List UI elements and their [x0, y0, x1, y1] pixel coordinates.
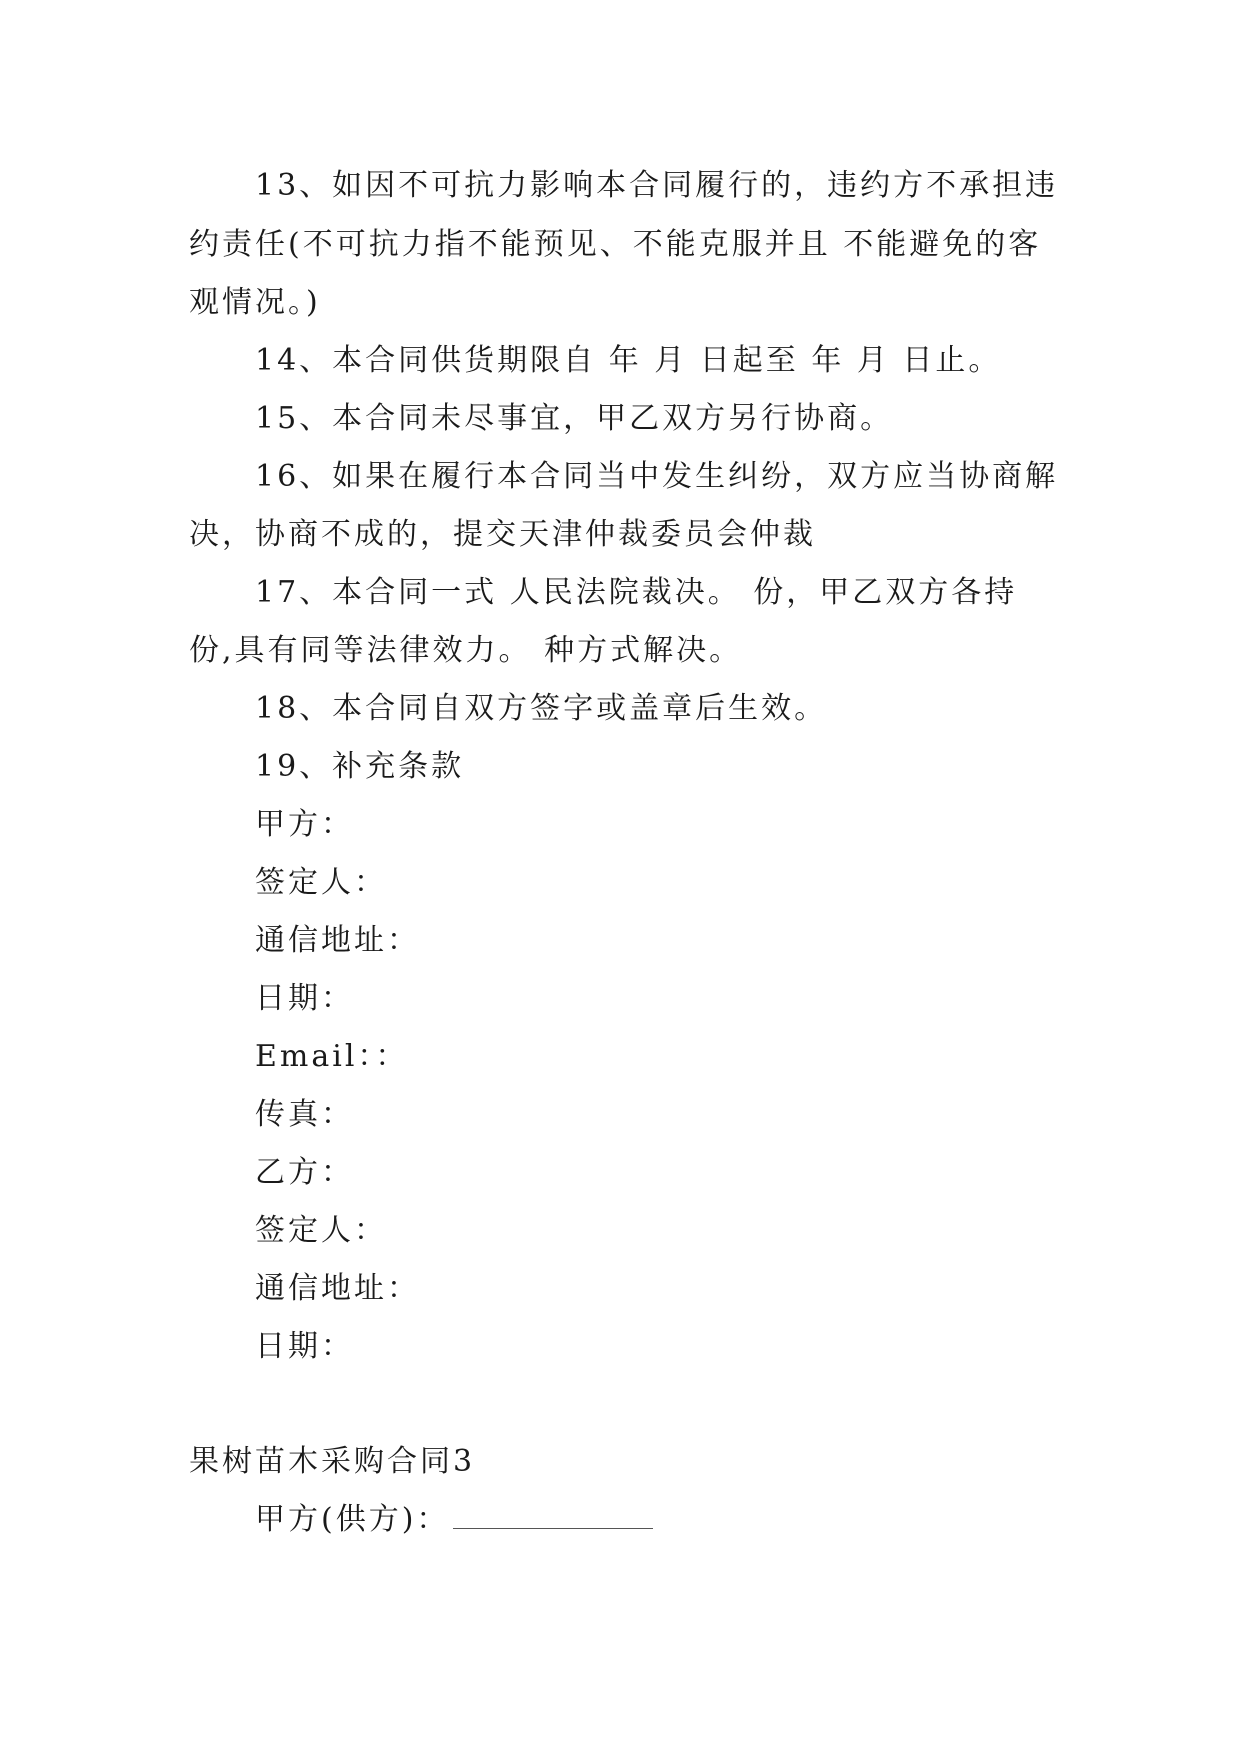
party-b-date-label: 日期：: [255, 1330, 354, 1364]
party-b-label: 乙方：: [255, 1156, 354, 1190]
clause-16-line-1: 16、如果在履行本合同当中发生纠纷，双方应当协商解: [255, 460, 1059, 494]
clause-16-line-2: 决，协商不成的，提交天津仲裁委员会仲裁: [189, 518, 816, 552]
supplier-blank-field: [453, 1504, 653, 1529]
clause-18: 18、本合同自双方签字或盖章后生效。: [255, 692, 828, 726]
supplier-line: [255, 1503, 1125, 1537]
clause-13-line-1: 13、如因不可抗力影响本合同履行的，违约方不承担违: [255, 169, 1059, 203]
contract-3-title: 果树苗木采购合同3: [189, 1445, 476, 1479]
party-a-date-label: 日期：: [255, 982, 354, 1016]
clause-13-line-2: 约责任(不可抗力指不能预见、不能克服并且 不能避免的客: [189, 228, 1042, 262]
party-b-address-label: 通信地址：: [255, 1272, 420, 1306]
clause-17-line-2: 份,具有同等法律效力。 种方式解决。: [189, 634, 743, 668]
supplier-label: 甲方(供方)：: [255, 1503, 450, 1537]
clause-15: 15、本合同未尽事宜，甲乙双方另行协商。: [255, 402, 894, 436]
party-a-label: 甲方：: [255, 808, 354, 842]
clause-17-line-1: 17、本合同一式 人民法院裁决。 份，甲乙双方各持: [255, 576, 1018, 610]
party-b-signer-label: 签定人：: [255, 1214, 387, 1248]
party-a-email-label: Email：：: [255, 1040, 409, 1074]
clause-14: 14、本合同供货期限自 年 月 日起至 年 月 日止。: [255, 344, 1002, 378]
party-a-address-label: 通信地址：: [255, 924, 420, 958]
party-a-fax-label: 传真：: [255, 1098, 354, 1132]
party-a-signer-label: 签定人：: [255, 866, 387, 900]
clause-19: 19、补充条款: [255, 750, 465, 784]
clause-13-line-3: 观情况。): [189, 286, 321, 320]
